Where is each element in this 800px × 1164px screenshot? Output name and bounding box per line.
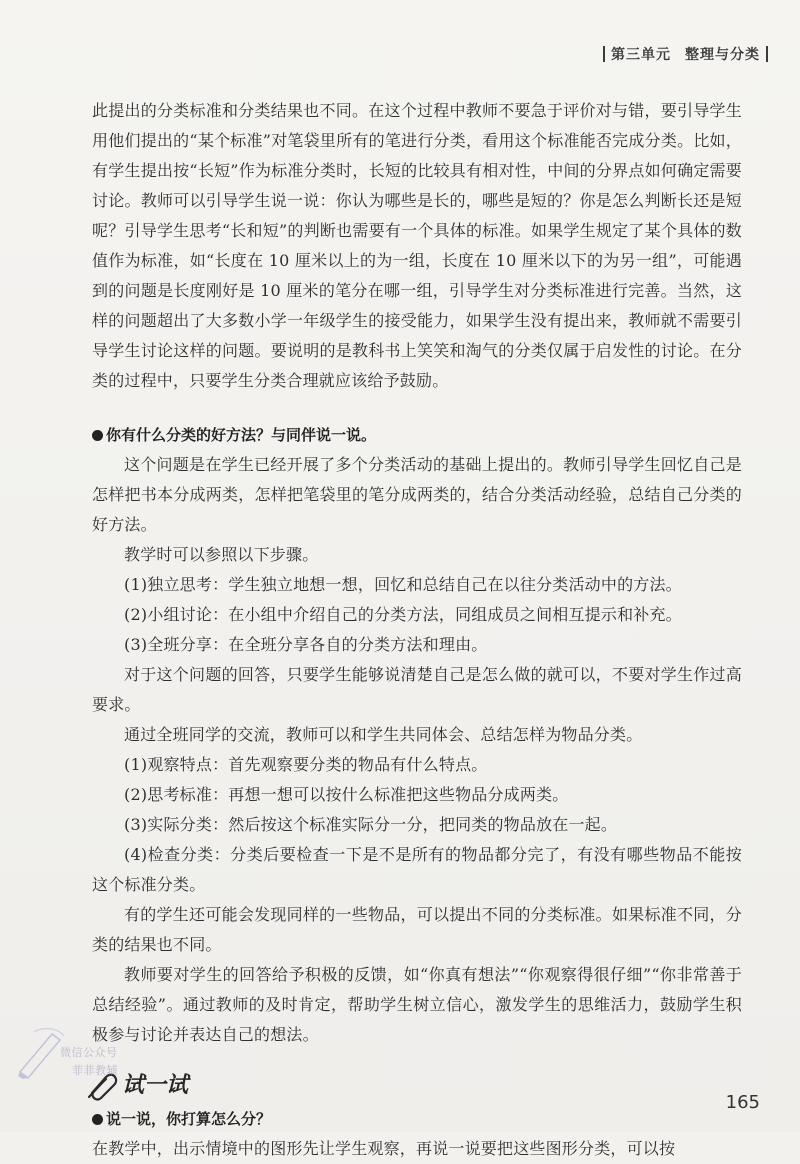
list-item: (3)实际分类：然后按这个标准实际分一分，把同类的物品放在一起。: [124, 815, 618, 834]
bullet-icon: [92, 1114, 103, 1125]
bullet-icon: [92, 430, 103, 441]
list-item: (3)全班分享：在全班分享各自的分类方法和理由。: [124, 635, 488, 654]
paragraph: 对于这个问题的回答，只要学生能够说清楚自己是怎么做的就可以，不要对学生作过高要求。: [92, 665, 742, 714]
try-section: [92, 1068, 742, 1164]
header-title: 整理与分类: [685, 47, 760, 63]
header-unit: 第三单元: [611, 47, 671, 63]
paragraph: 通过全班同学的交流，教师可以和学生共同体会、总结怎样为物品分类。: [124, 725, 643, 744]
paragraph: 此提出的分类标准和分类结果也不同。在这个过程中教师不要急于评价对与错，要引导学生用他们提出的“某个标准”对笔袋里所有的笔进行分类，看用这个标准能否完成分类。比如，有学生提出按“长短”作为标准分类时，长短的比较具有相对性，中间的分界点如何确定需要讨论。教师可以引导学生说一说：你认为哪些是长的，哪些是短的？你是怎么判断长还是短呢？引导学生思考“长和短”的判断也需要有一个具体的标准。如果学生规定了某个具体的数值作为标准，如“长度在 10 厘米以上的为一组，长度在 10 厘米以下的为另一组”，可能遇到的问题是长度刚好是 10 厘米的笔分在哪一组，引导学生对分类标准进行完善。当然，这样的问题超出了大多数小学一年级学生的接受能力，如果学生没有提出来，教师就不需要引导学生讨论这样的问题。要说明的是教科书上笑笑和淘气的分类仅属于启发性的讨论。在分类的过程中，只要学生分类合理就应该给予鼓励。: [92, 101, 742, 390]
list-item: (1)独立思考：学生独立地想一想，回忆和总结自己在以往分类活动中的方法。: [124, 575, 682, 594]
try-section-title: [86, 1068, 742, 1104]
page-number: 165: [725, 1092, 760, 1113]
paragraph: 教学时可以参照以下步骤。: [124, 545, 319, 564]
paragraph: 有的学生还可能会发现同样的一些物品，可以提出不同的分类标准。如果标准不同，分类的结果也不同。: [92, 905, 742, 954]
question-heading-text: 你有什么分类的好方法？与同伴说一说。: [106, 426, 377, 444]
list-item: (2)思考标准：再想一想可以按什么标准把这些物品分成两类。: [124, 785, 569, 804]
paragraph: 在教学中，出示情境中的图形先让学生观察，再说一说要把这些图形分类，可以按: [92, 1139, 676, 1158]
paragraph: 这个问题是在学生已经开展了多个分类活动的基础上提出的。教师引导学生回忆自己是怎样把书本分成两类，怎样把笔袋里的笔分成两类的，结合分类活动经验，总结自己分类的好方法。: [92, 455, 742, 534]
watermark: [14, 1024, 144, 1080]
list-item: (2)小组讨论：在小组中介绍自己的分类方法，同组成员之间相互提示和补充。: [124, 605, 682, 624]
question-heading: [92, 1104, 742, 1134]
list-item: (1)观察特点：首先观察要分类的物品有什么特点。: [124, 755, 488, 774]
paragraph: 教师要对学生的回答给予积极的反馈，如“你真有想法”“你观察得很仔细”“你非常善于总结经验”。通过教师的及时肯定，帮助学生树立信心，激发学生的思维活力，鼓励学生积极参与讨论并表达自己的想法。: [92, 965, 742, 1044]
watermark-line: 菲菲教辅: [72, 1064, 118, 1077]
try-section-title-text: 试一试: [122, 1073, 189, 1098]
running-header: [597, 44, 774, 64]
header-divider: [603, 46, 605, 62]
watermark-line: 微信公众号: [60, 1046, 118, 1059]
question-heading-text: 说一说，你打算怎么分？: [106, 1110, 272, 1128]
main-content: [92, 96, 742, 1164]
header-divider: [766, 46, 768, 62]
list-item: (4)检查分类：分类后要检查一下是不是所有的物品都分完了，有没有哪些物品不能按这个标准分类。: [92, 845, 742, 894]
question-heading: [92, 420, 742, 450]
